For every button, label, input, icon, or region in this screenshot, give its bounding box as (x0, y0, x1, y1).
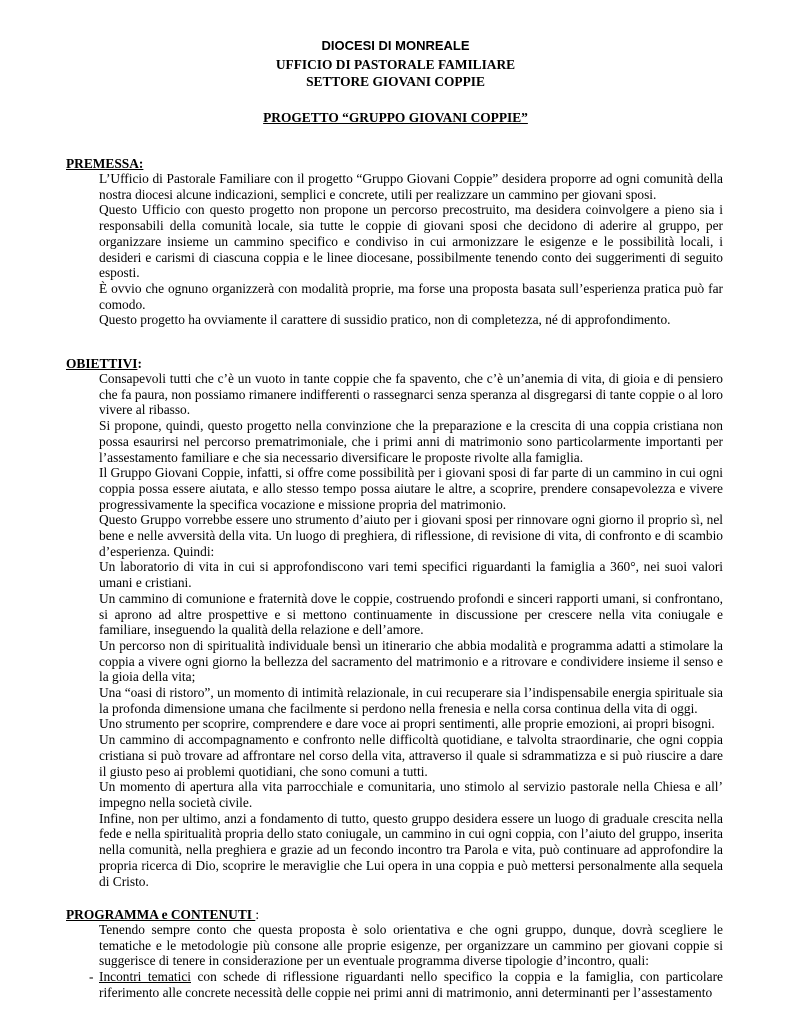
premessa-paragraph: Questo progetto ha ovviamente il carattere di sussidio pratico, non di completezza, né di approfondimento. (99, 312, 671, 328)
obiettivi-paragraph: Un momento di apertura alla vita parrocchiale e comunitaria, uno stimolo al servizio pastorale nella Chiesa e all’ impegno nella società civile. (99, 779, 723, 810)
list-item-label: Incontri tematici (99, 969, 191, 985)
premessa-body (99, 171, 723, 328)
project-title: PROGETTO “GRUPPO GIOVANI COPPIE” (263, 110, 528, 125)
list-dash: - (89, 969, 94, 985)
programma-list (89, 969, 723, 1000)
obiettivi-paragraph: Questo Gruppo vorrebbe essere uno strumento d’aiuto per i giovani sposi per rinnovare ogni giorno il proprio sì, nel bene e nelle avversità della vita. Un luogo di preghiera, di riflessione, di revisione di vita, di confronto e di scambio d’esperienza. Quindi: (99, 512, 723, 559)
premessa-heading (66, 156, 143, 172)
premessa-paragraph: Questo Ufficio con questo progetto non propone un percorso precostruito, ma desidera coinvolgere a pieno sia i responsabili della comunità locale, sia tutte le coppie di giovani sposi che decidono di aderire al gruppo, per organizzare insieme un cammino specifico e condiviso in cui armonizzare le esigenze e le possibilità locali, i desideri e carismi di ciascuna coppia e le linee diocesane, possibilmente tenendo conto dei suggerimenti di seguito esposti. (99, 202, 723, 281)
premessa-paragraph: È ovvio che ognuno organizzerà con modalità proprie, ma forse una proposta basata sull’esperienza pratica può far comodo. (99, 280, 723, 312)
programma-heading-colon: : (255, 907, 260, 922)
obiettivi-paragraph: Un percorso non di spiritualità individuale bensì un itinerario che abbia modalità e programma adatti a stimolare la coppia a vivere ogni giorno la bellezza del sacramento del matrimonio e a ritrovare e condividere insieme il senso e la gioia della vita; (99, 637, 723, 685)
obiettivi-paragraph: Un laboratorio di vita in cui si approfondiscono vari temi specifici riguardanti la famiglia a 360°, nei suoi valori umani e cristiani. (99, 559, 723, 591)
obiettivi-paragraph: Una “oasi di ristoro”, un momento di intimità relazionale, in cui recuperare sia l’indispensabile energia spirituale sia la profonda dimensione umana che facilmente si perdono nella frenesia e nella corsa continua della vita di oggi. (99, 685, 723, 716)
obiettivi-body (99, 371, 723, 889)
obiettivi-heading-text: OBIETTIVI (66, 356, 138, 371)
list-item-text: con schede di riflessione riguardanti nello specifico la coppia e la famiglia, con particolare riferimento alle concrete necessità delle coppie nei primi anni di matrimonio, anni determinanti per l’assestamento (99, 969, 723, 1000)
programma-heading-text: PROGRAMMA e CONTENUTI (66, 907, 256, 922)
obiettivi-heading-colon: : (137, 356, 142, 371)
premessa-paragraph: L’Ufficio di Pastorale Familiare con il progetto “Gruppo Giovani Coppie” desidera proporre ad ogni comunità della nostra diocesi alcune indicazioni, semplici e concrete, utili per realizzare un cammino per giovani sposi. (99, 171, 723, 202)
sector-title: SETTORE GIOVANI COPPIE (306, 74, 485, 89)
obiettivi-paragraph: Si propone, quindi, questo progetto nella convinzione che la preparazione e la crescita di una coppia cristiana non possa esaurirsi nel percorso prematrimoniale, che i primi anni di matrimonio sono particolarmente importanti per l’assestamento familiare e che sia necessario diversificare le proposte rivolte alla famiglia. (99, 418, 723, 465)
obiettivi-paragraph: Un cammino di comunione e fraternità dove le coppie, costruendo profondi e sinceri rapporti umani, si confrontano, si aprono ad altre prospettive e si mettono continuamente in discussione per crescere nella vita coniugale e familiare, inseguendo la qualità della relazione e dell’amore. (99, 590, 723, 638)
diocese-title: DIOCESI DI MONREALE (321, 38, 470, 53)
premessa-heading-text: PREMESSA: (66, 156, 144, 171)
obiettivi-paragraph: Un cammino di accompagnamento e confronto nelle difficoltà quotidiane, e talvolta straordinarie, che ogni coppia cristiana si può trovare ad affrontare nel corso della vita, attraverso il quale si sdrammatizza e si può riuscire a dare il giusto peso ai problemi quotidiani, che sono comuni a tutti. (99, 732, 723, 779)
programma-paragraph: Tenendo sempre conto che questa proposta è solo orientativa e che ogni gruppo, dunque, dovrà scegliere le tematiche e le metodologie più consone alle proprie esigenze, per organizzare un cammino per giovani coppie si suggerisce di tenere in considerazione per un eventuale programma diverse tipologie d’incontro, quali: (99, 922, 723, 969)
list-item (89, 969, 723, 1000)
office-title: UFFICIO DI PASTORALE FAMILIARE (275, 57, 516, 72)
obiettivi-heading (66, 356, 142, 372)
obiettivi-paragraph: Uno strumento per scoprire, comprendere e dare voce ai propri sentimenti, alle proprie emozioni, ai propri bisogni. (99, 716, 715, 732)
programma-body (89, 922, 723, 1001)
obiettivi-paragraph: Consapevoli tutti che c’è un vuoto in tante coppie che fa spavento, che c’è un’anemia di vita, di gioia e di pensiero che fa paura, non possiamo rimanere indifferenti o rassegnarci senza speranza al disgregarsi di tante coppie o al loro vivere al ribasso. (99, 371, 723, 418)
obiettivi-paragraph: Infine, non per ultimo, anzi a fondamento di tutto, questo gruppo desidera essere un luogo di graduale crescita nella fede e nella spiritualità propria dello stato coniugale, un cammino in cui ogni coppia, con l’aiuto del gruppo, inserita nella comunità, nella preghiera e grazie ad un fecondo incontro tra Parola e vita, può continuare ad approfondire la propria ricerca di Dio, scoprire le meraviglie che Lui opera in una coppia e può mettersi personalmente alla sequela di Cristo. (99, 810, 723, 889)
programma-heading (66, 907, 259, 923)
obiettivi-paragraph: Il Gruppo Giovani Coppie, infatti, si offre come possibilità per i giovani sposi di far parte di un cammino in cui ogni coppia possa essere aiutata, e allo stesso tempo possa aiutare le altre, a scoprire, prendere consapevolezza e vivere progressivamente la specifica vocazione e missione propria del matrimonio. (99, 465, 723, 512)
